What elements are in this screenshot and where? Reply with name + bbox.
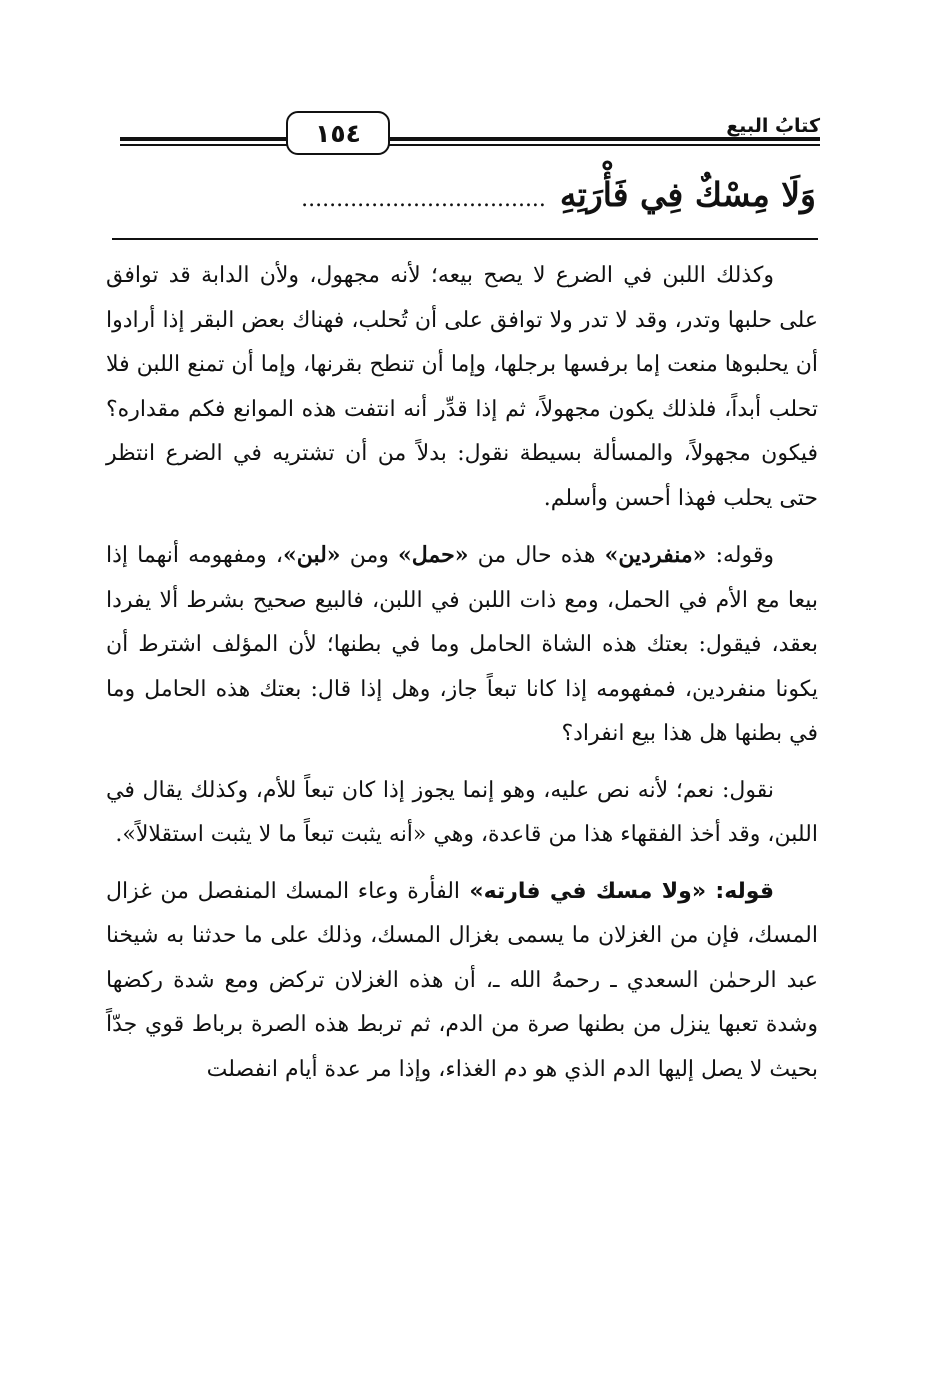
paragraph-milk-in-udder: وكذلك اللبن في الضرع لا يصح بيعه؛ لأنه مجهول، ولأن الدابة قد توافق على حلبها وتدر، وقد لا تدر ولا توافق على أن تُحلب، فهناك بعض البقر إذا أرادوا أن يحلبوها منعت إما برفسها برجلها، وإما أن تنطح بقرنها، وإما أن تمنع اللبن فلا تحلب أبداً، فلذلك يكون مجهولاً، ثم إذا قدِّر أنه انتفت هذه الموانع فكم مقداره؟ فيكون مجهولاً، والمسألة بسيطة نقول: بدلاً من أن تشتريه في الضرع انتظر حتى يحلب فهذا أحسن وأسلم. [106, 263, 818, 511]
matn-text: وَلَا مِسْكٌ فِي فَأْرَتِهِ [559, 175, 816, 214]
p2-text-1: وقوله: [706, 543, 774, 568]
matn-line [110, 170, 816, 220]
page-header [120, 100, 820, 160]
p4-quote: «ولا مسك في فارته» [460, 878, 716, 904]
header-rule-thick [120, 137, 820, 141]
book-title: كتابُ البيع [726, 115, 820, 137]
p2-text-3: ومن [340, 543, 399, 568]
header-rule-thin [120, 144, 820, 146]
p2-term-munfaridin: «منفردين» [604, 542, 707, 568]
paragraph-munfaridin [106, 533, 818, 757]
p2-term-laban: «لبن» [282, 542, 341, 568]
p2-text-4: ، ومفهومه أنهما إذا بيعا مع الأم في الحمل، ومع ذات اللبن في اللبن، فالبيع صحيح بشرط ألا يفردا بعقد، فيقول: بعتك هذه الشاة الحامل وما في بطنها؛ لأن المؤلف اشترط أن يكونا منفردين، فمفهومه إذا كانا تبعاً جاز، وهل إذا قال: بعتك هذه الحامل وما في بطنها هل هذا بيع انفراد؟ [106, 543, 818, 746]
p2-text-2: هذه حال من [468, 543, 605, 568]
p4-text: الفأرة وعاء المسك المنفصل من غزال المسك، فإن من الغزلان ما يسمى بغزال المسك، وذلك على ما حدثنا به شيخنا عبد الرحمٰن السعدي ـ رحمهُ الله ـ، أن هذه الغزلان تركض ومع شدة ركضها وشدة تعبها ينزل من بطنها صرة من الدم، ثم تربط هذه الصرة برباط قوي جدّاً بحيث لا يصل إليها الدم الذي هو دم الغذاء، وإذا مر عدة أيام انفصلت [106, 878, 818, 1082]
paragraph-musk-pouch [106, 870, 818, 1093]
page-number: ١٥٤ [286, 111, 390, 155]
p4-label-qawluhu: قوله: [715, 878, 774, 904]
matn-separator [112, 238, 818, 240]
paragraph-answer-yes: نقول: نعم؛ لأنه نص عليه، وهو إنما يجوز إذا كان تبعاً للأم، وكذلك يقال في اللبن، وقد أخذ الفقهاء هذا من قاعدة، وهي «أنه يثبت تبعاً ما لا يثبت استقلالاً». [106, 777, 818, 847]
p2-term-haml: «حمل» [398, 542, 469, 568]
commentary-body [106, 254, 818, 1092]
matn-dots: ................................... [301, 187, 546, 212]
